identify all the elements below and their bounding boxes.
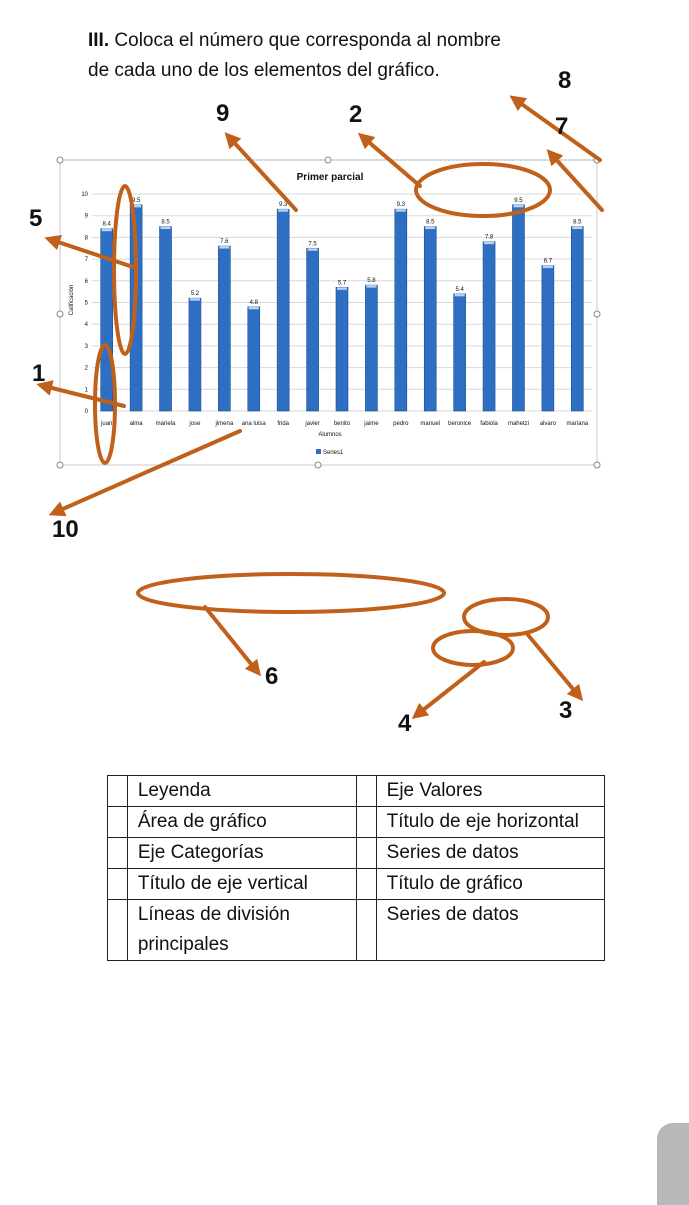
bar bbox=[248, 307, 260, 411]
x-tick-label: alma bbox=[129, 421, 143, 427]
data-label: 9.5 bbox=[514, 197, 523, 204]
bar bbox=[189, 298, 201, 411]
answer-box[interactable] bbox=[108, 869, 128, 900]
y-tick-label: 0 bbox=[84, 409, 88, 415]
y-tick-label: 7 bbox=[84, 257, 88, 264]
chart-title: Primer parcial bbox=[296, 172, 364, 183]
table-cell: Líneas de división principales bbox=[127, 900, 356, 961]
legend-label: Series1 bbox=[323, 450, 344, 456]
bar bbox=[483, 242, 495, 411]
resize-handle[interactable] bbox=[594, 462, 600, 468]
callout-6: 6 bbox=[265, 663, 279, 690]
x-tick-label: ana luisa bbox=[241, 421, 266, 427]
highlight-ellipse bbox=[433, 631, 513, 665]
bar bbox=[542, 266, 554, 411]
bar-highlight bbox=[484, 242, 494, 245]
x-axis bbox=[100, 421, 589, 427]
data-label: 5.4 bbox=[455, 286, 464, 293]
resize-handle[interactable] bbox=[57, 462, 63, 468]
data-label: 5.7 bbox=[337, 280, 347, 287]
callout-4: 4 bbox=[398, 710, 412, 737]
data-label: 8.5 bbox=[573, 219, 582, 226]
y-tick-label: 4 bbox=[84, 322, 88, 329]
bar bbox=[571, 227, 583, 411]
x-tick-label: juan bbox=[101, 421, 113, 427]
x-tick-label: fabiola bbox=[480, 421, 498, 427]
table-cell: Leyenda bbox=[127, 776, 356, 807]
bar-highlight bbox=[543, 266, 553, 269]
x-tick-label: frida bbox=[277, 421, 290, 427]
x-tick-label: mariana bbox=[566, 421, 589, 427]
x-axis-title: Alumnos bbox=[318, 432, 342, 438]
x-tick-label: mariela bbox=[155, 421, 176, 427]
data-label: 7.6 bbox=[220, 239, 229, 246]
x-tick-label: benito bbox=[333, 421, 351, 427]
bar-highlight bbox=[102, 229, 112, 232]
table-cell: Título de eje horizontal bbox=[376, 807, 604, 838]
data-label: 4.8 bbox=[249, 299, 258, 306]
answer-box[interactable] bbox=[356, 838, 376, 869]
bar-highlight bbox=[337, 287, 347, 290]
arrow-3 bbox=[528, 635, 578, 695]
bar bbox=[424, 227, 436, 411]
legend-swatch bbox=[316, 449, 321, 454]
x-tick-label: manuel bbox=[420, 421, 441, 427]
bar-highlight bbox=[513, 205, 523, 208]
answer-box[interactable] bbox=[108, 776, 128, 807]
callout-1: 1 bbox=[32, 360, 46, 387]
answer-box[interactable] bbox=[356, 776, 376, 807]
answer-box[interactable] bbox=[356, 869, 376, 900]
bar-highlight bbox=[455, 294, 465, 297]
bar-highlight bbox=[396, 209, 406, 212]
resize-handle[interactable] bbox=[325, 157, 331, 163]
section-number: III. bbox=[88, 30, 110, 51]
data-label: 5.8 bbox=[367, 278, 376, 285]
bar-highlight bbox=[278, 209, 288, 212]
data-label: 8.4 bbox=[102, 221, 111, 228]
x-tick-label: javier bbox=[305, 421, 320, 427]
table-cell: Eje Categorías bbox=[127, 838, 356, 869]
y-tick-label: 5 bbox=[84, 300, 88, 307]
answer-box[interactable] bbox=[356, 807, 376, 838]
data-label: 9.3 bbox=[279, 202, 288, 209]
table-cell: Título de gráfico bbox=[376, 869, 604, 900]
bar bbox=[160, 227, 172, 411]
x-tick-label: jose bbox=[189, 421, 201, 427]
table-row bbox=[108, 900, 605, 961]
bar bbox=[218, 246, 230, 411]
table-cell: Título de eje vertical bbox=[127, 869, 356, 900]
y-tick-label: 10 bbox=[81, 192, 88, 198]
x-tick-label: mahetzi bbox=[507, 421, 529, 427]
arrow-4 bbox=[418, 662, 484, 714]
bar bbox=[512, 205, 524, 411]
data-label: 9.3 bbox=[396, 202, 405, 209]
callout-10: 10 bbox=[52, 516, 79, 543]
y-tick-label: 2 bbox=[84, 365, 88, 372]
bar bbox=[454, 294, 466, 411]
instructions-text-1: Coloca el número que corresponda al nombre bbox=[114, 30, 501, 51]
table-cell: Eje Valores bbox=[376, 776, 604, 807]
y-tick-label: 6 bbox=[84, 278, 88, 285]
bar-highlight bbox=[366, 285, 376, 288]
x-tick-label: jaime bbox=[364, 421, 379, 427]
table-cell: Área de gráfico bbox=[127, 807, 356, 838]
answer-box[interactable] bbox=[356, 900, 376, 961]
callout-3: 3 bbox=[559, 697, 573, 724]
data-label: 9.5 bbox=[131, 197, 141, 204]
data-label: 6.7 bbox=[543, 258, 553, 265]
table-row bbox=[108, 869, 605, 900]
bar bbox=[277, 209, 289, 411]
bar-highlight bbox=[190, 298, 200, 301]
bar-highlight bbox=[161, 227, 171, 230]
answer-box[interactable] bbox=[108, 838, 128, 869]
resize-handle[interactable] bbox=[315, 462, 321, 468]
y-tick-label: 3 bbox=[84, 343, 88, 350]
bar bbox=[336, 287, 348, 411]
bar bbox=[395, 209, 407, 411]
data-label: 7.8 bbox=[484, 234, 494, 241]
x-tick-label: beronice bbox=[448, 421, 472, 427]
y-tick-label: 9 bbox=[84, 213, 88, 220]
x-tick-label: pedro bbox=[393, 421, 409, 427]
bar-highlight bbox=[425, 227, 435, 230]
bar-highlight bbox=[572, 227, 582, 230]
data-label: 8.5 bbox=[426, 219, 435, 226]
data-label: 5.2 bbox=[190, 291, 200, 298]
resize-handle[interactable] bbox=[57, 311, 63, 317]
callout-9: 9 bbox=[216, 100, 230, 127]
y-axis-title: Calificación bbox=[69, 284, 75, 316]
data-label: 7.5 bbox=[308, 241, 317, 248]
bar bbox=[365, 285, 377, 411]
resize-handle[interactable] bbox=[57, 157, 63, 163]
bar-highlight bbox=[219, 246, 229, 249]
callout-2: 2 bbox=[349, 101, 363, 128]
table-row bbox=[108, 776, 605, 807]
resize-handle[interactable] bbox=[594, 311, 600, 317]
bar bbox=[307, 248, 319, 411]
bar-highlight bbox=[249, 307, 259, 310]
callout-5: 5 bbox=[29, 205, 43, 232]
highlight-ellipse bbox=[138, 574, 444, 612]
instructions-line-2: de cada uno de los elementos del gráfico. bbox=[88, 60, 440, 81]
callout-7: 7 bbox=[555, 113, 569, 140]
scrollbar-thumb[interactable] bbox=[657, 1123, 689, 1205]
table-row bbox=[108, 838, 605, 869]
bar-highlight bbox=[308, 248, 318, 251]
answer-box[interactable] bbox=[108, 900, 128, 961]
table-cell: Series de datos bbox=[376, 838, 604, 869]
answer-table bbox=[107, 775, 605, 961]
callout-8: 8 bbox=[558, 67, 572, 94]
data-label: 8.5 bbox=[161, 219, 170, 226]
table-cell: Series de datos bbox=[376, 900, 604, 961]
arrow-6 bbox=[205, 607, 256, 670]
x-tick-label: alvaro bbox=[539, 421, 557, 427]
table-row bbox=[108, 807, 605, 838]
answer-box[interactable] bbox=[108, 807, 128, 838]
y-tick-label: 8 bbox=[84, 235, 88, 242]
x-tick-label: jimena bbox=[215, 421, 234, 427]
y-tick-label: 1 bbox=[84, 387, 88, 394]
